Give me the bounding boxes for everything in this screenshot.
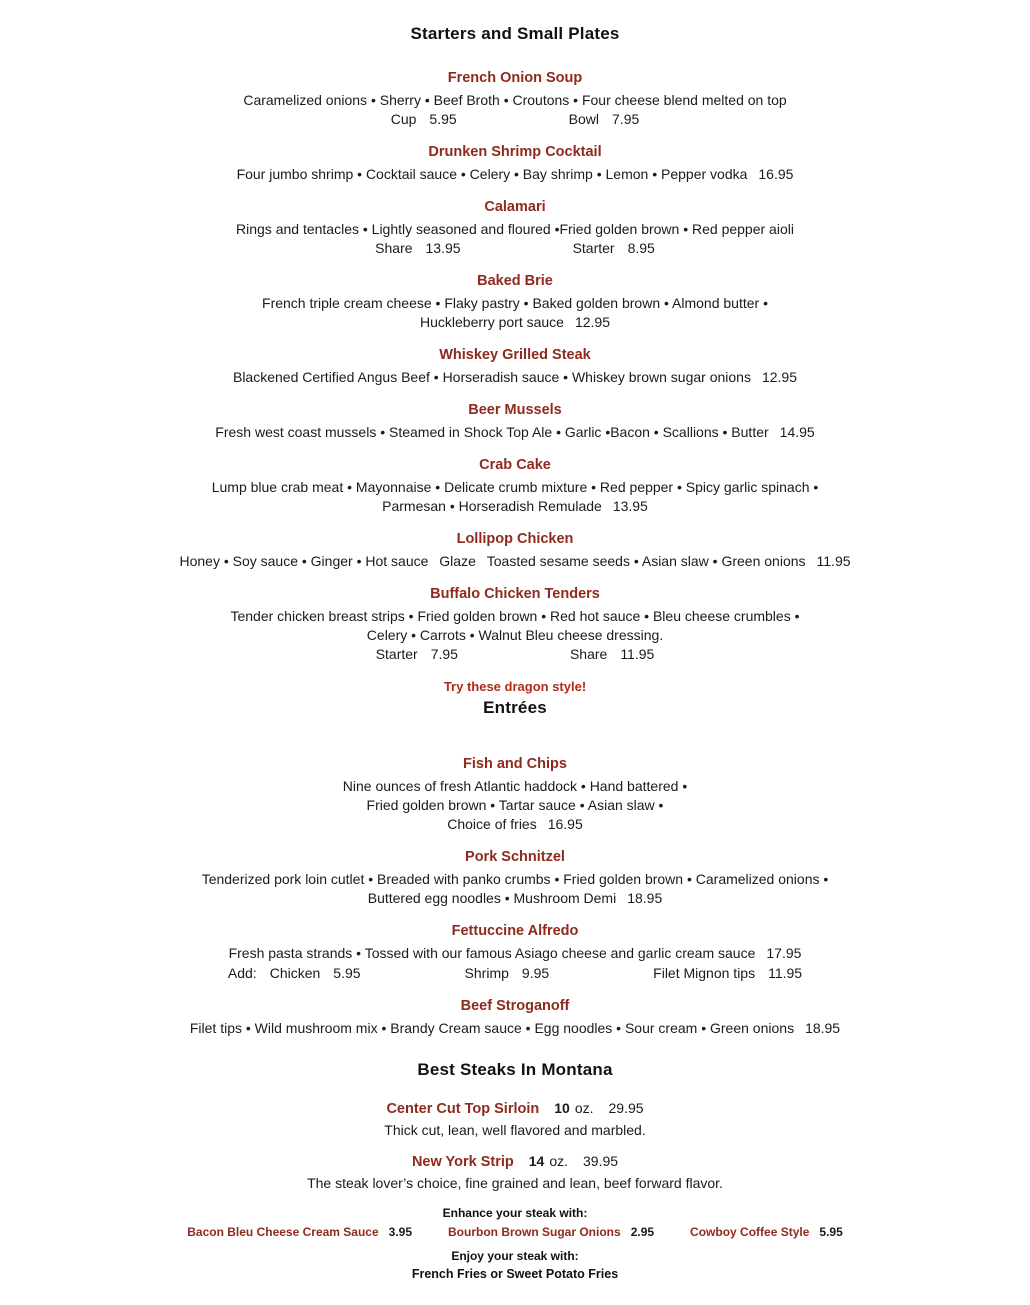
- steak-heading: [20, 1153, 1010, 1170]
- item-desc-text: Blackened Certified Angus Beef • Horseradish sauce • Whiskey brown sugar onions: [232, 369, 751, 385]
- menu-item-baked-brie: [20, 273, 1010, 332]
- item-desc-text: Fresh pasta strands • Tossed with our famous Asiago cheese and garlic cream sauce: [228, 945, 756, 961]
- enhancement-option: [690, 1224, 843, 1241]
- menu-item-fettuccine-alfredo: [20, 923, 1010, 983]
- item-price: 18.95: [627, 890, 663, 906]
- price-label: Cup: [390, 111, 417, 127]
- item-name: Fettuccine Alfredo: [451, 923, 579, 939]
- steak-heading: [20, 1100, 1010, 1117]
- item-desc: [20, 815, 1010, 834]
- item-name: Lollipop Chicken: [456, 531, 574, 547]
- item-desc: [20, 1019, 1010, 1038]
- price-option: [376, 645, 458, 664]
- add-price: 11.95: [768, 965, 803, 981]
- item-desc: [20, 497, 1010, 516]
- price-value: 13.95: [425, 240, 461, 256]
- item-desc: Tender chicken breast strips • Fried golden brown • Red hot sauce • Bleu cheese crumbles •: [230, 608, 800, 624]
- menu-item-drunken-shrimp-cocktail: [20, 144, 1010, 184]
- dragon-style-note: Try these dragon style!: [443, 679, 587, 694]
- item-desc-text: Filet tips • Wild mushroom mix • Brandy Cream sauce • Egg noodles • Sour cream • Green onions: [189, 1020, 795, 1036]
- item-price: 29.95: [608, 1100, 644, 1116]
- add-name: Shrimp: [464, 965, 509, 981]
- enhancement-price: 2.95: [630, 1225, 655, 1239]
- menu-item-beer-mussels: [20, 402, 1010, 442]
- price-value: 5.95: [429, 111, 457, 127]
- add-on-option: [228, 964, 361, 983]
- price-options: [20, 110, 1010, 129]
- item-desc: Fried golden brown • Tartar sauce • Asian slaw •: [366, 797, 664, 813]
- steak-size-unit: oz.: [549, 1153, 569, 1169]
- section-title-starters: Starters and Small Plates: [410, 24, 620, 43]
- enhancement-price: 3.95: [388, 1225, 413, 1239]
- item-desc-text: Fresh west coast mussels • Steamed in Shock Top Ale • Garlic •Bacon • Scallions • Butter: [215, 424, 769, 440]
- item-desc: Lump blue crab meat • Mayonnaise • Delicate crumb mixture • Red pepper • Spicy garlic spinach •: [211, 479, 819, 495]
- menu-item-calamari: [20, 199, 1010, 258]
- item-desc: [20, 313, 1010, 332]
- item-price: 16.95: [547, 816, 583, 832]
- price-option: [375, 239, 460, 258]
- item-desc-text: Honey • Soy sauce • Ginger • Hot sauce Glaze Toasted sesame seeds • Asian slaw • Green onions: [179, 553, 806, 569]
- item-name: French Onion Soup: [447, 70, 583, 86]
- item-name: New York Strip: [411, 1154, 514, 1170]
- section-title-steaks: Best Steaks In Montana: [417, 1060, 613, 1079]
- item-desc: [20, 552, 1010, 571]
- item-name: Baked Brie: [477, 273, 553, 289]
- item-desc: Caramelized onions • Sherry • Beef Broth • Croutons • Four cheese blend melted on top: [243, 92, 787, 108]
- item-name: Crab Cake: [479, 457, 551, 473]
- add-label: Add:: [227, 965, 257, 981]
- item-name: Center Cut Top Sirloin: [386, 1101, 540, 1117]
- price-label: Bowl: [568, 111, 600, 127]
- enjoy-label: Enjoy your steak with:: [451, 1249, 579, 1263]
- price-options: [20, 239, 1010, 258]
- item-price: 16.95: [758, 166, 794, 182]
- price-value: 11.95: [620, 646, 655, 662]
- item-name: Calamari: [484, 199, 546, 215]
- enhancement-name: Bourbon Brown Sugar Onions: [448, 1225, 621, 1239]
- item-price: 18.95: [805, 1020, 841, 1036]
- enhancement-option: [448, 1224, 654, 1241]
- item-desc-text: Parmesan • Horseradish Remulade: [382, 498, 602, 514]
- item-desc: Tenderized pork loin cutlet • Breaded with panko crumbs • Fried golden brown • Caramelized onions •: [201, 871, 829, 887]
- item-name: Pork Schnitzel: [465, 849, 565, 865]
- add-name: Chicken: [269, 965, 321, 981]
- item-desc-text: Choice of fries: [447, 816, 537, 832]
- item-desc-text: Huckleberry port sauce: [420, 314, 564, 330]
- steak-size: [554, 1100, 593, 1116]
- item-desc: [20, 368, 1010, 387]
- item-price: 14.95: [779, 424, 815, 440]
- item-name: Buffalo Chicken Tenders: [430, 586, 600, 602]
- enhancement-price: 5.95: [819, 1225, 843, 1239]
- add-on-option: [653, 964, 802, 983]
- price-value: 8.95: [627, 240, 655, 256]
- add-price: 9.95: [521, 965, 550, 981]
- item-name: Whiskey Grilled Steak: [439, 347, 591, 363]
- item-price: 39.95: [583, 1153, 619, 1169]
- item-name: Drunken Shrimp Cocktail: [428, 144, 602, 160]
- item-desc-text: Buttered egg noodles • Mushroom Demi: [367, 890, 617, 906]
- section-title-entrees: Entrées: [483, 698, 547, 717]
- item-desc: [20, 944, 1010, 963]
- item-price: 11.95: [816, 553, 851, 569]
- item-desc: Celery • Carrots • Walnut Bleu cheese dressing.: [366, 627, 664, 643]
- enhance-label: Enhance your steak with:: [442, 1206, 588, 1220]
- price-value: 7.95: [430, 646, 458, 662]
- enhancement-option: [187, 1224, 412, 1241]
- item-desc: French triple cream cheese • Flaky pastry • Baked golden brown • Almond butter •: [262, 295, 768, 311]
- add-on-option: [465, 964, 550, 983]
- item-desc: Nine ounces of fresh Atlantic haddock • Hand battered •: [342, 778, 688, 794]
- steak-size: [529, 1153, 568, 1169]
- menu-item-buffalo-chicken-tenders: [20, 586, 1010, 664]
- price-option: [570, 645, 654, 664]
- steak-size-value: 10: [554, 1100, 570, 1116]
- enhancement-name: Bacon Bleu Cheese Cream Sauce: [187, 1225, 379, 1239]
- add-ons-row: [20, 964, 1010, 983]
- menu-item-center-cut-top-sirloin: [20, 1100, 1010, 1140]
- price-label: Share: [375, 240, 413, 256]
- item-price: 12.95: [574, 314, 610, 330]
- steak-size-value: 14: [528, 1153, 545, 1169]
- item-desc: [20, 889, 1010, 908]
- item-desc: Thick cut, lean, well flavored and marbled.: [384, 1122, 646, 1138]
- item-desc: [20, 423, 1010, 442]
- menu-item-french-onion-soup: [20, 70, 1010, 129]
- price-label: Share: [569, 646, 608, 662]
- menu-item-new-york-strip: [20, 1153, 1010, 1193]
- item-desc-text: Four jumbo shrimp • Cocktail sauce • Celery • Bay shrimp • Lemon • Pepper vodka: [236, 166, 748, 182]
- add-name: Filet Mignon tips: [653, 965, 756, 981]
- menu-item-whiskey-grilled-steak: [20, 347, 1010, 387]
- menu-item-beef-stroganoff: [20, 998, 1010, 1038]
- item-price: 12.95: [761, 369, 797, 385]
- item-price: 17.95: [766, 945, 802, 961]
- item-name: Beef Stroganoff: [460, 998, 570, 1014]
- price-option: [569, 110, 640, 129]
- price-label: Starter: [375, 646, 418, 662]
- enhancements-row: [20, 1224, 1010, 1241]
- enhancement-name: Cowboy Coffee Style: [690, 1225, 810, 1239]
- enjoy-text: French Fries or Sweet Potato Fries: [411, 1267, 619, 1281]
- add-price: 5.95: [333, 965, 361, 981]
- price-label: Starter: [572, 240, 615, 256]
- item-name: Fish and Chips: [463, 756, 567, 772]
- menu-item-crab-cake: [20, 457, 1010, 516]
- item-desc: Rings and tentacles • Lightly seasoned and floured •Fried golden brown • Red pepper aioli: [236, 221, 794, 237]
- menu-item-lollipop-chicken: [20, 531, 1010, 571]
- price-option: [391, 110, 457, 129]
- item-name: Beer Mussels: [468, 402, 562, 418]
- menu-item-fish-and-chips: [20, 756, 1010, 834]
- steak-size-unit: oz.: [574, 1100, 594, 1116]
- price-options: [20, 645, 1010, 664]
- price-option: [573, 239, 655, 258]
- item-price: 13.95: [612, 498, 648, 514]
- menu-item-pork-schnitzel: [20, 849, 1010, 908]
- price-value: 7.95: [612, 111, 640, 127]
- item-desc: [20, 165, 1010, 184]
- item-desc: The steak lover’s choice, fine grained and lean, beef forward flavor.: [307, 1175, 723, 1191]
